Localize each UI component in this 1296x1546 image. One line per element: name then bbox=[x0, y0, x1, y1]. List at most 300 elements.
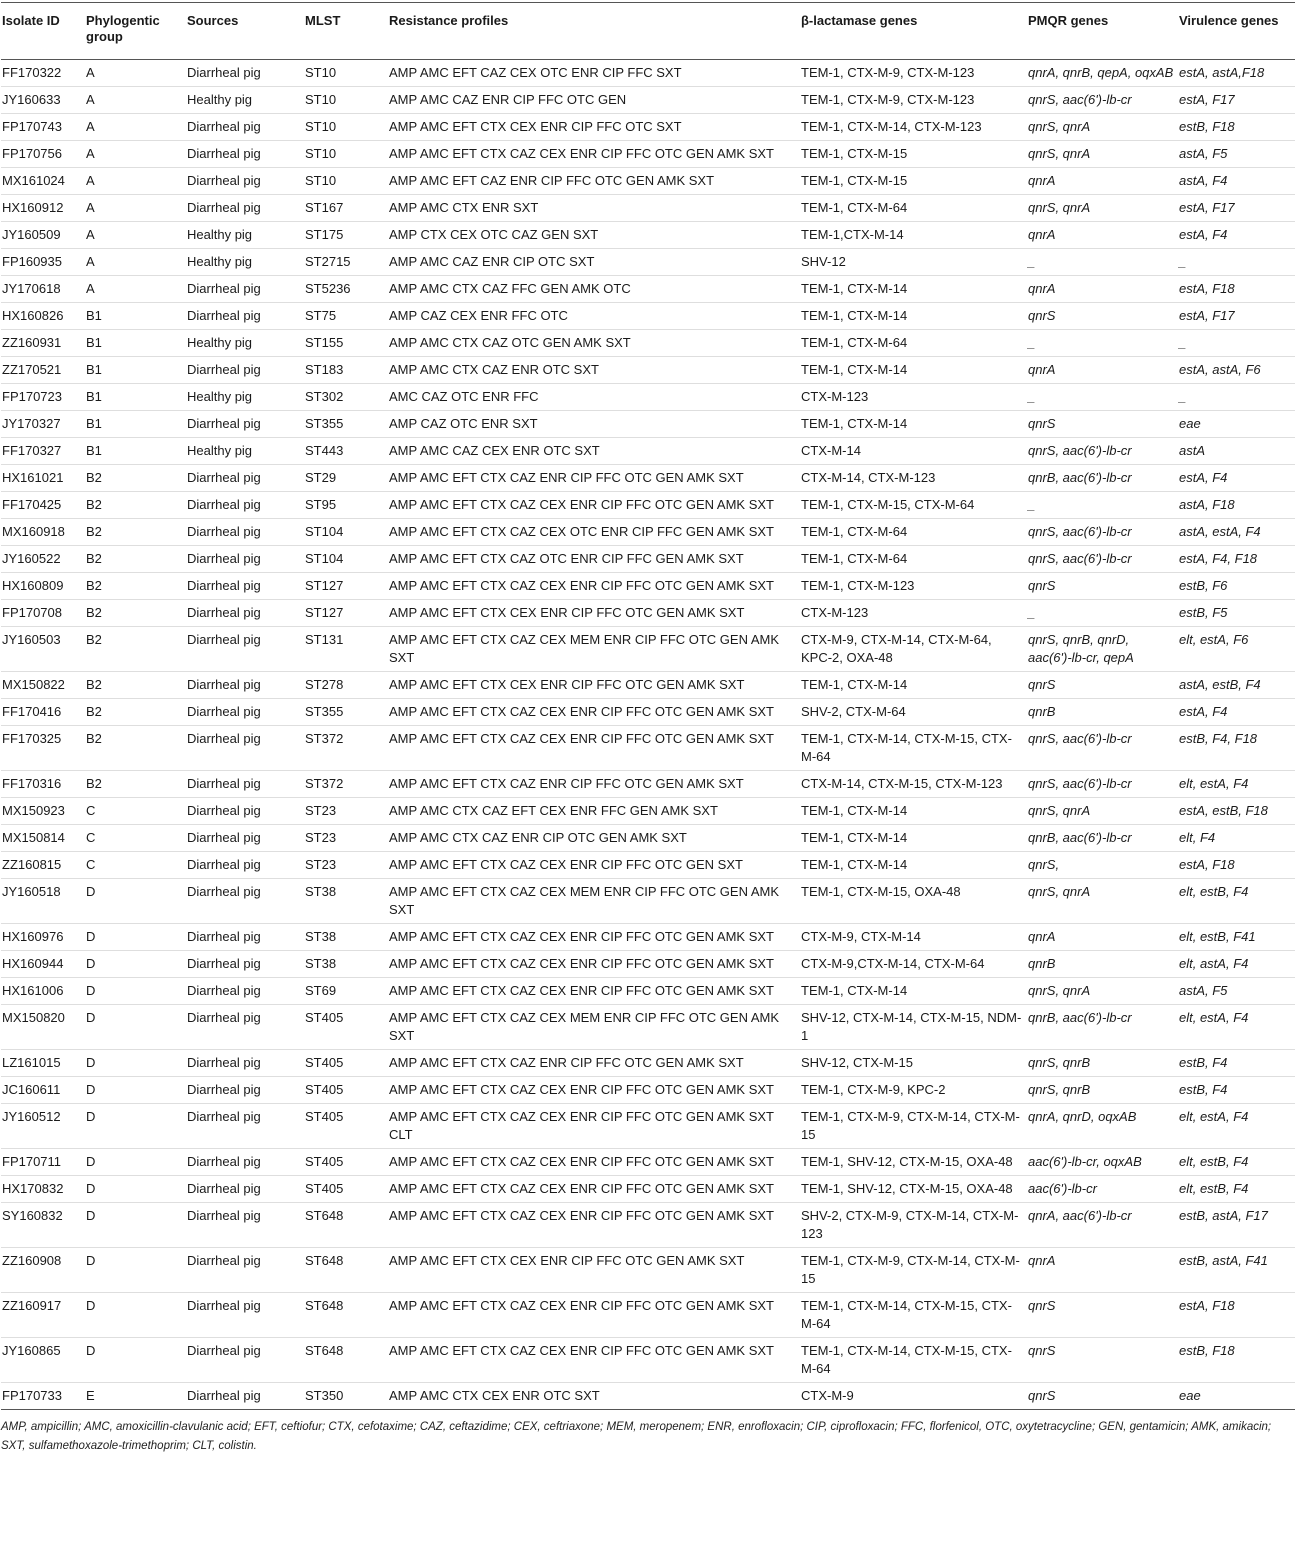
resistance-profile-cell: AMP AMC CTX CAZ FFC GEN AMK OTC bbox=[389, 281, 631, 296]
phylogenetic-group-cell: B1 bbox=[86, 389, 102, 404]
mlst-cell: ST10 bbox=[305, 173, 337, 188]
resistance-profile-cell: AMP AMC CTX CAZ ENR CIP OTC GEN AMK SXT bbox=[389, 830, 687, 845]
mlst-cell: ST23 bbox=[305, 857, 337, 872]
beta-lactamase-genes-cell: CTX-M-123 bbox=[801, 389, 869, 404]
isolate-id-cell: MX150814 bbox=[2, 830, 65, 845]
header-pmqr-genes: PMQR genes bbox=[1027, 3, 1178, 60]
mlst-cell: ST355 bbox=[305, 416, 344, 431]
isolate-id-cell: FF170322 bbox=[2, 65, 62, 80]
resistance-profile-cell: AMP AMC CTX CAZ EFT CEX ENR FFC GEN AMK SXT bbox=[389, 803, 718, 818]
virulence-genes-cell: elt, astA, F4 bbox=[1179, 956, 1249, 971]
isolate-id-cell: JY160518 bbox=[2, 884, 61, 899]
table-row bbox=[1, 627, 1295, 672]
resistance-profile-cell: AMP AMC EFT CTX CEX ENR CIP FFC OTC GEN AMK SXT bbox=[389, 605, 745, 620]
table-footnote: AMP, ampicillin; AMC, amoxicillin-clavulanic acid; EFT, ceftiofur; CTX, cefotaxime; CAZ, ceftazidime; CEX, ceftriaxone; MEM, meropenem; ENR, enrofloxacin; CIP, ciprofloxacin; FFC, florfenicol, OTC, oxytetracycline; GEN, gentamicin; AMK, amikacin; SXT, sulfamethoxazole-trimethoprim; CLT, colistin. bbox=[1, 1421, 1272, 1452]
phylogenetic-group-cell: B2 bbox=[86, 605, 102, 620]
source-cell: Diarrheal pig bbox=[187, 632, 261, 647]
phylogenetic-group-cell: A bbox=[86, 65, 95, 80]
beta-lactamase-genes-cell: TEM-1, CTX-M-14 bbox=[801, 416, 908, 431]
beta-lactamase-genes-cell: TEM-1, CTX-M-9, KPC-2 bbox=[801, 1082, 946, 1097]
phylogenetic-group-cell: D bbox=[86, 884, 96, 899]
virulence-genes-cell: estA, estB, F18 bbox=[1179, 803, 1268, 818]
pmqr-genes-cell: qnrA bbox=[1028, 173, 1056, 188]
virulence-genes-cell: estA, F18 bbox=[1179, 281, 1235, 296]
pmqr-genes-cell: qnrB bbox=[1028, 704, 1056, 719]
virulence-genes-cell: elt, estA, F6 bbox=[1179, 632, 1249, 647]
phylogenetic-group-cell: A bbox=[86, 281, 95, 296]
resistance-profile-cell: AMP AMC EFT CTX CAZ CEX ENR CIP FFC OTC GEN AMK SXT bbox=[389, 1208, 774, 1223]
virulence-genes-cell: elt, estA, F4 bbox=[1179, 1109, 1249, 1124]
isolate-id-cell: JY160522 bbox=[2, 551, 61, 566]
isolate-id-cell: FP170723 bbox=[2, 389, 62, 404]
virulence-genes-cell: estA, F17 bbox=[1179, 92, 1235, 107]
source-cell: Diarrheal pig bbox=[187, 551, 261, 566]
source-cell: Diarrheal pig bbox=[187, 416, 261, 431]
table-row bbox=[1, 1104, 1295, 1149]
mlst-cell: ST38 bbox=[305, 956, 337, 971]
resistance-profile-cell: AMP AMC EFT CTX CEX ENR CIP FFC OTC GEN AMK SXT bbox=[389, 677, 745, 692]
mlst-cell: ST127 bbox=[305, 578, 344, 593]
pmqr-genes-cell: qnrS, qnrB bbox=[1028, 1082, 1091, 1097]
isolate-id-cell: MX161024 bbox=[2, 173, 65, 188]
mlst-cell: ST104 bbox=[305, 551, 344, 566]
phylogenetic-group-cell: E bbox=[86, 1388, 95, 1403]
table-row bbox=[1, 114, 1295, 141]
virulence-genes-cell: elt, estB, F41 bbox=[1179, 929, 1256, 944]
source-cell: Diarrheal pig bbox=[187, 1253, 261, 1268]
table-row bbox=[1, 1383, 1295, 1410]
pmqr-genes-cell: _ bbox=[1028, 497, 1036, 512]
virulence-genes-cell: _ bbox=[1179, 254, 1187, 269]
beta-lactamase-genes-cell: SHV-12, CTX-M-15 bbox=[801, 1055, 913, 1070]
mlst-cell: ST648 bbox=[305, 1343, 344, 1358]
isolate-id-cell: HX160944 bbox=[2, 956, 64, 971]
isolate-id-cell: FP170733 bbox=[2, 1388, 62, 1403]
pmqr-genes-cell: qnrS bbox=[1028, 308, 1056, 323]
mlst-cell: ST95 bbox=[305, 497, 337, 512]
mlst-cell: ST23 bbox=[305, 803, 337, 818]
virulence-genes-cell: estA, F17 bbox=[1179, 200, 1235, 215]
mlst-cell: ST278 bbox=[305, 677, 344, 692]
virulence-genes-cell: _ bbox=[1179, 335, 1187, 350]
beta-lactamase-genes-cell: TEM-1, CTX-M-64 bbox=[801, 200, 908, 215]
table-row bbox=[1, 249, 1295, 276]
pmqr-genes-cell: aac(6')-lb-cr bbox=[1028, 1181, 1097, 1196]
resistance-profile-cell: AMP AMC EFT CAZ ENR CIP FFC OTC GEN AMK SXT bbox=[389, 173, 715, 188]
phylogenetic-group-cell: D bbox=[86, 1343, 96, 1358]
source-cell: Healthy pig bbox=[187, 92, 253, 107]
phylogenetic-group-cell: B2 bbox=[86, 632, 102, 647]
mlst-cell: ST104 bbox=[305, 524, 344, 539]
pmqr-genes-cell: qnrS, aac(6')-lb-cr bbox=[1028, 524, 1132, 539]
pmqr-genes-cell: qnrB, aac(6')-lb-cr bbox=[1028, 1010, 1132, 1025]
pmqr-genes-cell: qnrS bbox=[1028, 578, 1056, 593]
table-row bbox=[1, 1077, 1295, 1104]
pmqr-genes-cell: qnrS, aac(6')-lb-cr bbox=[1028, 551, 1132, 566]
beta-lactamase-genes-cell: TEM-1, SHV-12, CTX-M-15, OXA-48 bbox=[801, 1154, 1013, 1169]
isolate-id-cell: FP170708 bbox=[2, 605, 62, 620]
resistance-profile-cell: AMP AMC EFT CTX CAZ CEX ENR CIP FFC OTC GEN AMK SXT bbox=[389, 1181, 774, 1196]
phylogenetic-group-cell: B2 bbox=[86, 497, 102, 512]
resistance-profile-cell: AMP AMC EFT CTX CAZ CEX ENR CIP FFC OTC GEN AMK SXT CLT bbox=[389, 1109, 774, 1142]
virulence-genes-cell: elt, F4 bbox=[1179, 830, 1216, 845]
beta-lactamase-genes-cell: CTX-M-9,CTX-M-14, CTX-M-64 bbox=[801, 956, 985, 971]
virulence-genes-cell: estB, F6 bbox=[1179, 578, 1228, 593]
beta-lactamase-genes-cell: CTX-M-9, CTX-M-14, CTX-M-64, KPC-2, OXA-48 bbox=[801, 632, 992, 665]
table-row bbox=[1, 1248, 1295, 1293]
beta-lactamase-genes-cell: TEM-1, CTX-M-14, CTX-M-15, CTX-M-64 bbox=[801, 1343, 1012, 1376]
table-row bbox=[1, 330, 1295, 357]
source-cell: Diarrheal pig bbox=[187, 830, 261, 845]
table-row bbox=[1, 852, 1295, 879]
phylogenetic-group-cell: B2 bbox=[86, 677, 102, 692]
source-cell: Healthy pig bbox=[187, 335, 253, 350]
phylogenetic-group-cell: A bbox=[86, 119, 95, 134]
mlst-cell: ST175 bbox=[305, 227, 344, 242]
pmqr-genes-cell: qnrS, aac(6')-lb-cr bbox=[1028, 731, 1132, 746]
resistance-profile-cell: AMP AMC EFT CTX CAZ ENR CIP FFC OTC GEN AMK SXT bbox=[389, 470, 744, 485]
phylogenetic-group-cell: B2 bbox=[86, 776, 102, 791]
pmqr-genes-cell: qnrB, aac(6')-lb-cr bbox=[1028, 470, 1132, 485]
virulence-genes-cell: estB, F4 bbox=[1179, 1082, 1228, 1097]
phylogenetic-group-cell: D bbox=[86, 1181, 96, 1196]
table-row bbox=[1, 141, 1295, 168]
pmqr-genes-cell: qnrS, qnrA bbox=[1028, 884, 1091, 899]
isolate-id-cell: HX160809 bbox=[2, 578, 64, 593]
pmqr-genes-cell: qnrA bbox=[1028, 929, 1056, 944]
table-row bbox=[1, 1149, 1295, 1176]
source-cell: Healthy pig bbox=[187, 443, 253, 458]
table-row bbox=[1, 1338, 1295, 1383]
table-row bbox=[1, 168, 1295, 195]
table-row bbox=[1, 276, 1295, 303]
beta-lactamase-genes-cell: CTX-M-9 bbox=[801, 1388, 854, 1403]
virulence-genes-cell: astA, F5 bbox=[1179, 146, 1228, 161]
table-row bbox=[1, 879, 1295, 924]
mlst-cell: ST405 bbox=[305, 1154, 344, 1169]
resistance-profile-cell: AMP AMC CAZ CEX ENR OTC SXT bbox=[389, 443, 600, 458]
source-cell: Diarrheal pig bbox=[187, 470, 261, 485]
header-sources: Sources bbox=[186, 3, 304, 60]
table-row bbox=[1, 726, 1295, 771]
source-cell: Diarrheal pig bbox=[187, 1010, 261, 1025]
isolate-id-cell: FF170416 bbox=[2, 704, 62, 719]
source-cell: Diarrheal pig bbox=[187, 173, 261, 188]
pmqr-genes-cell: aac(6')-lb-cr, oqxAB bbox=[1028, 1154, 1142, 1169]
resistance-profile-cell: AMP AMC EFT CTX CAZ CEX ENR CIP FFC OTC GEN AMK SXT bbox=[389, 956, 774, 971]
table-row bbox=[1, 519, 1295, 546]
resistance-profile-cell: AMP AMC CTX ENR SXT bbox=[389, 200, 539, 215]
source-cell: Diarrheal pig bbox=[187, 983, 261, 998]
beta-lactamase-genes-cell: TEM-1, CTX-M-14 bbox=[801, 677, 908, 692]
mlst-cell: ST443 bbox=[305, 443, 344, 458]
pmqr-genes-cell: qnrS, qnrA bbox=[1028, 119, 1091, 134]
isolate-id-cell: SY160832 bbox=[2, 1208, 63, 1223]
phylogenetic-group-cell: D bbox=[86, 929, 96, 944]
isolate-id-cell: JY160512 bbox=[2, 1109, 61, 1124]
source-cell: Diarrheal pig bbox=[187, 200, 261, 215]
resistance-profile-cell: AMP AMC EFT CTX CAZ ENR CIP FFC OTC GEN AMK SXT bbox=[389, 1055, 744, 1070]
virulence-genes-cell: estB, astA, F17 bbox=[1179, 1208, 1268, 1223]
resistance-profile-cell: AMP AMC EFT CTX CAZ CEX ENR CIP FFC OTC GEN AMK SXT bbox=[389, 1082, 774, 1097]
resistance-profile-cell: AMP AMC EFT CTX CAZ CEX ENR CIP FFC OTC GEN AMK SXT bbox=[389, 731, 774, 746]
beta-lactamase-genes-cell: TEM-1, CTX-M-15 bbox=[801, 173, 908, 188]
beta-lactamase-genes-cell: TEM-1, CTX-M-14 bbox=[801, 983, 908, 998]
phylogenetic-group-cell: B1 bbox=[86, 416, 102, 431]
resistance-profile-cell: AMP CTX CEX OTC CAZ GEN SXT bbox=[389, 227, 599, 242]
source-cell: Diarrheal pig bbox=[187, 1388, 261, 1403]
isolate-id-cell: FF170325 bbox=[2, 731, 62, 746]
mlst-cell: ST127 bbox=[305, 605, 344, 620]
phylogenetic-group-cell: B2 bbox=[86, 704, 102, 719]
source-cell: Diarrheal pig bbox=[187, 146, 261, 161]
phylogenetic-group-cell: D bbox=[86, 956, 96, 971]
resistance-profile-cell: AMP AMC EFT CTX CAZ CEX ENR CIP FFC OTC GEN AMK SXT bbox=[389, 497, 774, 512]
virulence-genes-cell: astA, F18 bbox=[1179, 497, 1235, 512]
isolate-id-cell: ZZ160908 bbox=[2, 1253, 62, 1268]
mlst-cell: ST372 bbox=[305, 731, 344, 746]
table-row bbox=[1, 1005, 1295, 1050]
source-cell: Healthy pig bbox=[187, 389, 253, 404]
beta-lactamase-genes-cell: TEM-1, CTX-M-14, CTX-M-123 bbox=[801, 119, 982, 134]
pmqr-genes-cell: qnrS, aac(6')-lb-cr bbox=[1028, 443, 1132, 458]
beta-lactamase-genes-cell: SHV-2, CTX-M-9, CTX-M-14, CTX-M-123 bbox=[801, 1208, 1019, 1241]
phylogenetic-group-cell: B1 bbox=[86, 308, 102, 323]
phylogenetic-group-cell: C bbox=[86, 803, 96, 818]
virulence-genes-cell: estB, F18 bbox=[1179, 119, 1235, 134]
beta-lactamase-genes-cell: TEM-1, CTX-M-14 bbox=[801, 803, 908, 818]
mlst-cell: ST10 bbox=[305, 119, 337, 134]
resistance-profile-cell: AMP AMC EFT CTX CAZ CEX ENR CIP FFC OTC GEN SXT bbox=[389, 857, 743, 872]
beta-lactamase-genes-cell: TEM-1, CTX-M-15, OXA-48 bbox=[801, 884, 961, 899]
source-cell: Diarrheal pig bbox=[187, 857, 261, 872]
resistance-profile-cell: AMP AMC CTX CAZ OTC GEN AMK SXT bbox=[389, 335, 631, 350]
pmqr-genes-cell: qnrA bbox=[1028, 362, 1056, 377]
isolate-id-cell: JY170327 bbox=[2, 416, 61, 431]
virulence-genes-cell: elt, estA, F4 bbox=[1179, 776, 1249, 791]
table-row bbox=[1, 384, 1295, 411]
beta-lactamase-genes-cell: TEM-1, CTX-M-9, CTX-M-123 bbox=[801, 65, 975, 80]
isolate-id-cell: MX150820 bbox=[2, 1010, 65, 1025]
table-row bbox=[1, 195, 1295, 222]
table-row bbox=[1, 951, 1295, 978]
mlst-cell: ST405 bbox=[305, 1082, 344, 1097]
table-row bbox=[1, 465, 1295, 492]
resistance-profile-cell: AMC CAZ OTC ENR FFC bbox=[389, 389, 539, 404]
resistance-profile-cell: AMP AMC EFT CTX CEX ENR CIP FFC OTC GEN AMK SXT bbox=[389, 1253, 745, 1268]
mlst-cell: ST350 bbox=[305, 1388, 344, 1403]
phylogenetic-group-cell: D bbox=[86, 1010, 96, 1025]
phylogenetic-group-cell: B2 bbox=[86, 470, 102, 485]
source-cell: Diarrheal pig bbox=[187, 1298, 261, 1313]
resistance-profile-cell: AMP CAZ OTC ENR SXT bbox=[389, 416, 538, 431]
beta-lactamase-genes-cell: TEM-1, CTX-M-9, CTX-M-14, CTX-M-15 bbox=[801, 1109, 1020, 1142]
source-cell: Diarrheal pig bbox=[187, 731, 261, 746]
resistance-profile-cell: AMP AMC EFT CTX CAZ CEX MEM ENR CIP FFC OTC GEN AMK SXT bbox=[389, 1010, 780, 1043]
resistance-profile-cell: AMP AMC EFT CTX CAZ CEX ENR CIP FFC OTC GEN AMK SXT bbox=[389, 578, 774, 593]
table-row bbox=[1, 546, 1295, 573]
virulence-genes-cell: astA, estB, F4 bbox=[1179, 677, 1261, 692]
phylogenetic-group-cell: A bbox=[86, 227, 95, 242]
source-cell: Diarrheal pig bbox=[187, 362, 261, 377]
isolate-id-cell: LZ161015 bbox=[2, 1055, 61, 1070]
virulence-genes-cell: astA, F5 bbox=[1179, 983, 1228, 998]
virulence-genes-cell: estA, astA, F6 bbox=[1179, 362, 1261, 377]
source-cell: Diarrheal pig bbox=[187, 1154, 261, 1169]
virulence-genes-cell: elt, estB, F4 bbox=[1179, 884, 1249, 899]
mlst-cell: ST648 bbox=[305, 1253, 344, 1268]
isolate-id-cell: FF170316 bbox=[2, 776, 62, 791]
table-row bbox=[1, 1050, 1295, 1077]
isolate-id-cell: HX161021 bbox=[2, 470, 64, 485]
mlst-cell: ST75 bbox=[305, 308, 337, 323]
pmqr-genes-cell: _ bbox=[1028, 605, 1036, 620]
table-row bbox=[1, 798, 1295, 825]
source-cell: Diarrheal pig bbox=[187, 1082, 261, 1097]
resistance-profile-cell: AMP AMC EFT CTX CAZ CEX MEM ENR CIP FFC OTC GEN AMK SXT bbox=[389, 884, 780, 917]
beta-lactamase-genes-cell: CTX-M-9, CTX-M-14 bbox=[801, 929, 921, 944]
isolate-id-cell: ZZ160931 bbox=[2, 335, 62, 350]
table-row bbox=[1, 978, 1295, 1005]
phylogenetic-group-cell: A bbox=[86, 92, 95, 107]
virulence-genes-cell: elt, estB, F4 bbox=[1179, 1181, 1249, 1196]
source-cell: Diarrheal pig bbox=[187, 956, 261, 971]
source-cell: Diarrheal pig bbox=[187, 704, 261, 719]
resistance-profile-cell: AMP AMC EFT CAZ CEX OTC ENR CIP FFC SXT bbox=[389, 65, 682, 80]
beta-lactamase-genes-cell: TEM-1, CTX-M-64 bbox=[801, 335, 908, 350]
pmqr-genes-cell: qnrS bbox=[1028, 1298, 1056, 1313]
resistance-profile-cell: AMP AMC EFT CTX CAZ CEX ENR CIP FFC OTC GEN AMK SXT bbox=[389, 983, 774, 998]
resistance-profile-cell: AMP AMC CTX CEX ENR OTC SXT bbox=[389, 1388, 600, 1403]
pmqr-genes-cell: qnrB bbox=[1028, 956, 1056, 971]
virulence-genes-cell: elt, estB, F4 bbox=[1179, 1154, 1249, 1169]
resistance-profile-cell: AMP AMC CAZ ENR CIP OTC SXT bbox=[389, 254, 595, 269]
virulence-genes-cell: eae bbox=[1179, 416, 1201, 431]
mlst-cell: ST405 bbox=[305, 1181, 344, 1196]
mlst-cell: ST38 bbox=[305, 884, 337, 899]
pmqr-genes-cell: qnrA bbox=[1028, 227, 1056, 242]
pmqr-genes-cell: qnrS, bbox=[1028, 857, 1060, 872]
resistance-profile-cell: AMP AMC EFT CTX CAZ OTC ENR CIP FFC GEN AMK SXT bbox=[389, 551, 744, 566]
beta-lactamase-genes-cell: SHV-12 bbox=[801, 254, 846, 269]
pmqr-genes-cell: qnrS bbox=[1028, 1343, 1056, 1358]
virulence-genes-cell: estB, F5 bbox=[1179, 605, 1228, 620]
beta-lactamase-genes-cell: TEM-1, CTX-M-64 bbox=[801, 524, 908, 539]
mlst-cell: ST5236 bbox=[305, 281, 351, 296]
isolate-id-cell: MX150923 bbox=[2, 803, 65, 818]
source-cell: Diarrheal pig bbox=[187, 65, 261, 80]
beta-lactamase-genes-cell: TEM-1, CTX-M-64 bbox=[801, 551, 908, 566]
pmqr-genes-cell: qnrS, aac(6')-lb-cr bbox=[1028, 92, 1132, 107]
source-cell: Diarrheal pig bbox=[187, 578, 261, 593]
resistance-profile-cell: AMP AMC EFT CTX CAZ CEX ENR CIP FFC OTC GEN AMK SXT bbox=[389, 1343, 774, 1358]
pmqr-genes-cell: qnrA, aac(6')-lb-cr bbox=[1028, 1208, 1132, 1223]
source-cell: Diarrheal pig bbox=[187, 884, 261, 899]
virulence-genes-cell: astA, F4 bbox=[1179, 173, 1228, 188]
isolate-id-cell: HX161006 bbox=[2, 983, 64, 998]
phylogenetic-group-cell: A bbox=[86, 254, 95, 269]
beta-lactamase-genes-cell: TEM-1, CTX-M-14 bbox=[801, 281, 908, 296]
table-row bbox=[1, 825, 1295, 852]
phylogenetic-group-cell: A bbox=[86, 200, 95, 215]
virulence-genes-cell: estA, F18 bbox=[1179, 1298, 1235, 1313]
mlst-cell: ST10 bbox=[305, 92, 337, 107]
phylogenetic-group-cell: D bbox=[86, 1109, 96, 1124]
source-cell: Diarrheal pig bbox=[187, 776, 261, 791]
beta-lactamase-genes-cell: TEM-1, CTX-M-9, CTX-M-123 bbox=[801, 92, 975, 107]
table-row bbox=[1, 1203, 1295, 1248]
beta-lactamase-genes-cell: CTX-M-14, CTX-M-123 bbox=[801, 470, 936, 485]
beta-lactamase-genes-cell: CTX-M-14, CTX-M-15, CTX-M-123 bbox=[801, 776, 1003, 791]
resistance-profile-cell: AMP AMC EFT CTX CAZ CEX ENR CIP FFC OTC GEN AMK SXT bbox=[389, 704, 774, 719]
pmqr-genes-cell: qnrA, qnrB, qepA, oqxAB bbox=[1028, 65, 1174, 80]
header-mlst: MLST bbox=[304, 3, 388, 60]
beta-lactamase-genes-cell: TEM-1, CTX-M-14 bbox=[801, 857, 908, 872]
virulence-genes-cell: estB, F18 bbox=[1179, 1343, 1235, 1358]
virulence-genes-cell: astA, estA, F4 bbox=[1179, 524, 1261, 539]
virulence-genes-cell: estA, astA,F18 bbox=[1179, 65, 1265, 80]
isolate-id-cell: JY170618 bbox=[2, 281, 61, 296]
source-cell: Diarrheal pig bbox=[187, 308, 261, 323]
resistance-profile-cell: AMP AMC CAZ ENR CIP FFC OTC GEN bbox=[389, 92, 627, 107]
mlst-cell: ST405 bbox=[305, 1109, 344, 1124]
isolate-id-cell: HX160912 bbox=[2, 200, 64, 215]
phylogenetic-group-cell: A bbox=[86, 146, 95, 161]
phylogenetic-group-cell: D bbox=[86, 1055, 96, 1070]
mlst-cell: ST183 bbox=[305, 362, 344, 377]
mlst-cell: ST648 bbox=[305, 1208, 344, 1223]
source-cell: Diarrheal pig bbox=[187, 677, 261, 692]
table-row bbox=[1, 1293, 1295, 1338]
isolate-table bbox=[1, 2, 1295, 1410]
table-row bbox=[1, 600, 1295, 627]
header-resistance-profiles: Resistance profiles bbox=[388, 3, 800, 60]
beta-lactamase-genes-cell: TEM-1,CTX-M-14 bbox=[801, 227, 904, 242]
phylogenetic-group-cell: D bbox=[86, 1154, 96, 1169]
phylogenetic-group-cell: D bbox=[86, 1208, 96, 1223]
mlst-cell: ST38 bbox=[305, 929, 337, 944]
virulence-genes-cell: astA bbox=[1179, 443, 1206, 458]
phylogenetic-group-cell: D bbox=[86, 1298, 96, 1313]
mlst-cell: ST155 bbox=[305, 335, 344, 350]
mlst-cell: ST10 bbox=[305, 146, 337, 161]
pmqr-genes-cell: qnrS, aac(6')-lb-cr bbox=[1028, 776, 1132, 791]
beta-lactamase-genes-cell: TEM-1, CTX-M-9, CTX-M-14, CTX-M-15 bbox=[801, 1253, 1020, 1286]
beta-lactamase-genes-cell: TEM-1, CTX-M-123 bbox=[801, 578, 915, 593]
phylogenetic-group-cell: B1 bbox=[86, 335, 102, 350]
phylogenetic-group-cell: B1 bbox=[86, 443, 102, 458]
resistance-profile-cell: AMP AMC EFT CTX CAZ ENR CIP FFC OTC GEN AMK SXT bbox=[389, 776, 744, 791]
mlst-cell: ST2715 bbox=[305, 254, 351, 269]
isolate-id-cell: FP160935 bbox=[2, 254, 62, 269]
phylogenetic-group-cell: B2 bbox=[86, 551, 102, 566]
virulence-genes-cell: estA, F4, F18 bbox=[1179, 551, 1258, 566]
virulence-genes-cell: estA, F18 bbox=[1179, 857, 1235, 872]
beta-lactamase-genes-cell: TEM-1, CTX-M-15, CTX-M-64 bbox=[801, 497, 975, 512]
mlst-cell: ST302 bbox=[305, 389, 344, 404]
table-row bbox=[1, 573, 1295, 600]
pmqr-genes-cell: _ bbox=[1028, 335, 1036, 350]
source-cell: Diarrheal pig bbox=[187, 524, 261, 539]
isolate-id-cell: HX170832 bbox=[2, 1181, 64, 1196]
beta-lactamase-genes-cell: TEM-1, CTX-M-15 bbox=[801, 146, 908, 161]
isolate-id-cell: ZZ160815 bbox=[2, 857, 62, 872]
isolate-id-cell: JY160865 bbox=[2, 1343, 61, 1358]
mlst-cell: ST131 bbox=[305, 632, 344, 647]
phylogenetic-group-cell: C bbox=[86, 830, 96, 845]
mlst-cell: ST29 bbox=[305, 470, 337, 485]
mlst-cell: ST355 bbox=[305, 704, 344, 719]
